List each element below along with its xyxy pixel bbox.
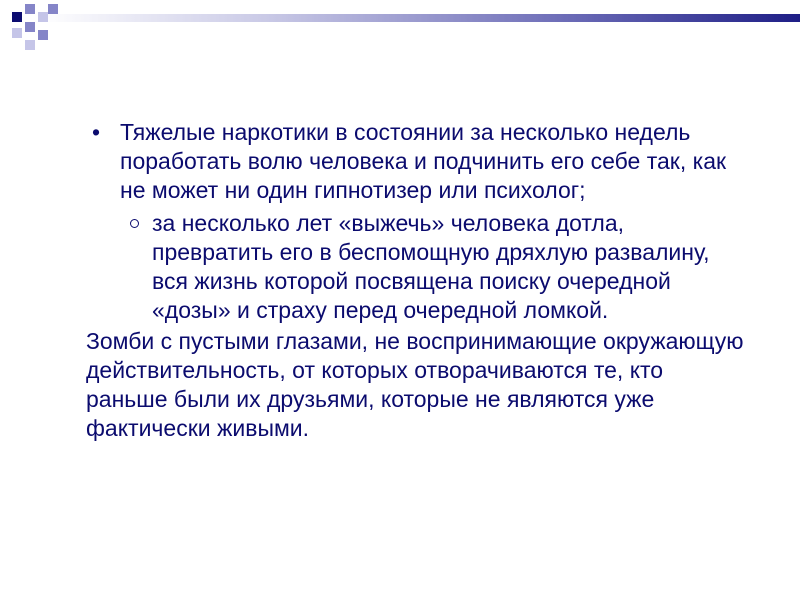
hollow-circle-bullet-icon <box>130 219 139 228</box>
sub-bullet-item <box>86 209 746 325</box>
decor-square-icon <box>12 28 22 38</box>
slide-body <box>86 118 746 443</box>
decor-square-icon <box>25 40 35 50</box>
decor-square-icon <box>12 12 22 22</box>
decor-square-icon <box>38 12 48 22</box>
header-gradient-band <box>40 14 800 22</box>
body-paragraph: Зомби с пустыми глазами, не воспринимающие окружающую действительность, от которых отворачиваются те, кто раньше были их друзьями, которые не являются уже фактически живыми. <box>86 328 744 441</box>
bullet-dot-icon: • <box>92 119 101 145</box>
decor-square-icon <box>48 4 58 14</box>
decor-square-icon <box>38 30 48 40</box>
bullet-text: Тяжелые наркотики в состоянии за несколько недель поработать волю человека и подчинить его себе так, как не может ни один гипнотизер или психолог; <box>120 119 727 203</box>
bullet-item <box>86 118 746 205</box>
sub-bullet-text: за несколько лет «выжечь» человека дотла, превратить его в беспомощную дряхлую развалину, вся жизнь которой посвящена поиску очередной «дозы» и страху перед очередной ломкой. <box>152 210 710 323</box>
decor-square-icon <box>25 22 35 32</box>
decor-square-icon <box>25 4 35 14</box>
